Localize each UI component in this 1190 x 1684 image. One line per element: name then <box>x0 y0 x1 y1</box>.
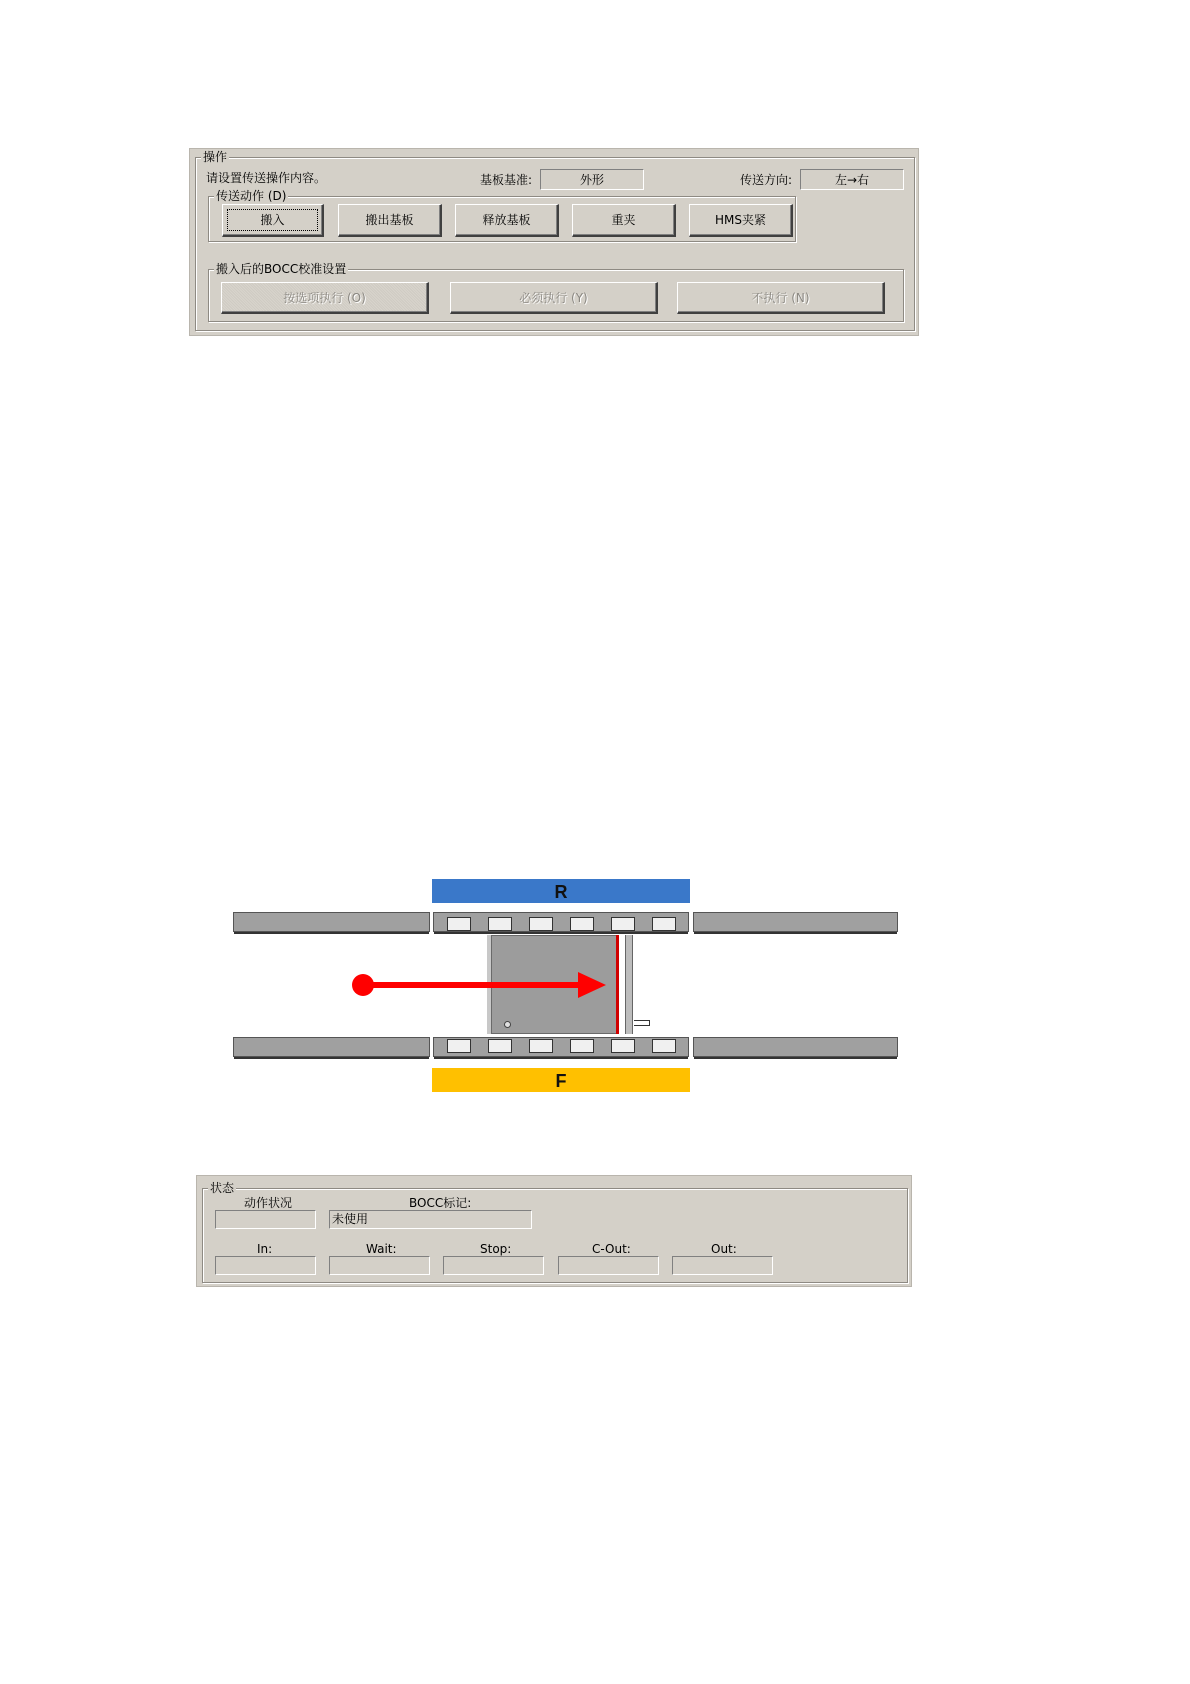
rear-rail-center <box>433 912 689 932</box>
rear-rail-left <box>233 912 430 932</box>
board-ref-field: 外形 <box>540 169 644 190</box>
bocc-not-execute-button[interactable]: 不执行 (N) <box>677 282 885 314</box>
front-label: F <box>555 1071 567 1091</box>
rear-sensor <box>570 917 594 931</box>
status-panel <box>196 1175 912 1287</box>
clamp-post <box>625 935 633 1034</box>
front-rail-left <box>233 1037 430 1057</box>
signal-wait-field <box>329 1256 430 1275</box>
operation-title: 操作 <box>203 150 228 164</box>
signal-wait-label: Wait: <box>366 1242 397 1256</box>
front-band <box>432 1068 690 1092</box>
signal-in-field <box>215 1256 316 1275</box>
hms-clamp-button[interactable]: HMS夹紧 <box>689 204 793 237</box>
rear-label: R <box>554 882 568 902</box>
arrow-shaft <box>363 982 578 988</box>
stopper-lever <box>634 1020 650 1026</box>
front-sensor <box>529 1039 553 1053</box>
bocc-mark-field: 未使用 <box>329 1210 532 1229</box>
signal-cout-field <box>558 1256 659 1275</box>
carry-out-board-button[interactable]: 搬出基板 <box>338 204 442 237</box>
fiducial-mark <box>504 1021 511 1028</box>
release-board-button[interactable]: 释放基板 <box>455 204 559 237</box>
front-rail-center <box>433 1037 689 1057</box>
pcb-board <box>491 935 619 1034</box>
front-sensor <box>447 1039 471 1053</box>
bocc-by-option-button[interactable]: 按选项执行 (O) <box>221 282 429 314</box>
direction-label: 传送方向: <box>740 173 793 187</box>
signal-cout-label: C-Out: <box>592 1242 631 1256</box>
action-status-label: 动作状况 <box>244 1196 293 1210</box>
focus-ring <box>227 209 318 231</box>
rear-sensor <box>447 917 471 931</box>
signal-out-field <box>672 1256 773 1275</box>
operation-prompt: 请设置传送操作内容。 <box>206 171 327 185</box>
status-title: 状态 <box>210 1181 235 1195</box>
carry-in-button[interactable] <box>222 204 324 237</box>
rear-sensor <box>611 917 635 931</box>
front-sensor <box>611 1039 635 1053</box>
bocc-mark-label: BOCC标记: <box>409 1196 472 1210</box>
rear-sensor <box>488 917 512 931</box>
rear-sensor <box>652 917 676 931</box>
signal-in-label: In: <box>257 1242 273 1256</box>
front-sensor <box>488 1039 512 1053</box>
bocc-setting-title: 搬入后的BOCC校准设置 <box>216 262 347 276</box>
rear-rail-right <box>693 912 898 932</box>
signal-stop-field <box>443 1256 544 1275</box>
front-sensor <box>570 1039 594 1053</box>
bocc-must-execute-button[interactable]: 必须执行 (Y) <box>450 282 658 314</box>
carry-in-label: 搬入 <box>260 213 285 227</box>
direction-field: 左→右 <box>800 169 904 190</box>
front-sensor <box>652 1039 676 1053</box>
board-ref-label: 基板基准: <box>480 173 533 187</box>
arrow-head <box>578 972 606 998</box>
front-rail-right <box>693 1037 898 1057</box>
board-left-edge <box>487 935 491 1034</box>
stopper-bar <box>616 935 619 1034</box>
operation-panel <box>189 148 919 336</box>
signal-out-label: Out: <box>711 1242 737 1256</box>
signal-stop-label: Stop: <box>480 1242 512 1256</box>
arrow-start-dot <box>352 974 374 996</box>
rear-sensor <box>529 917 553 931</box>
reclamp-button[interactable]: 重夹 <box>572 204 676 237</box>
action-status-field <box>215 1210 316 1229</box>
rear-band <box>432 879 690 903</box>
transfer-action-title: 传送动作 (D) <box>216 189 287 203</box>
